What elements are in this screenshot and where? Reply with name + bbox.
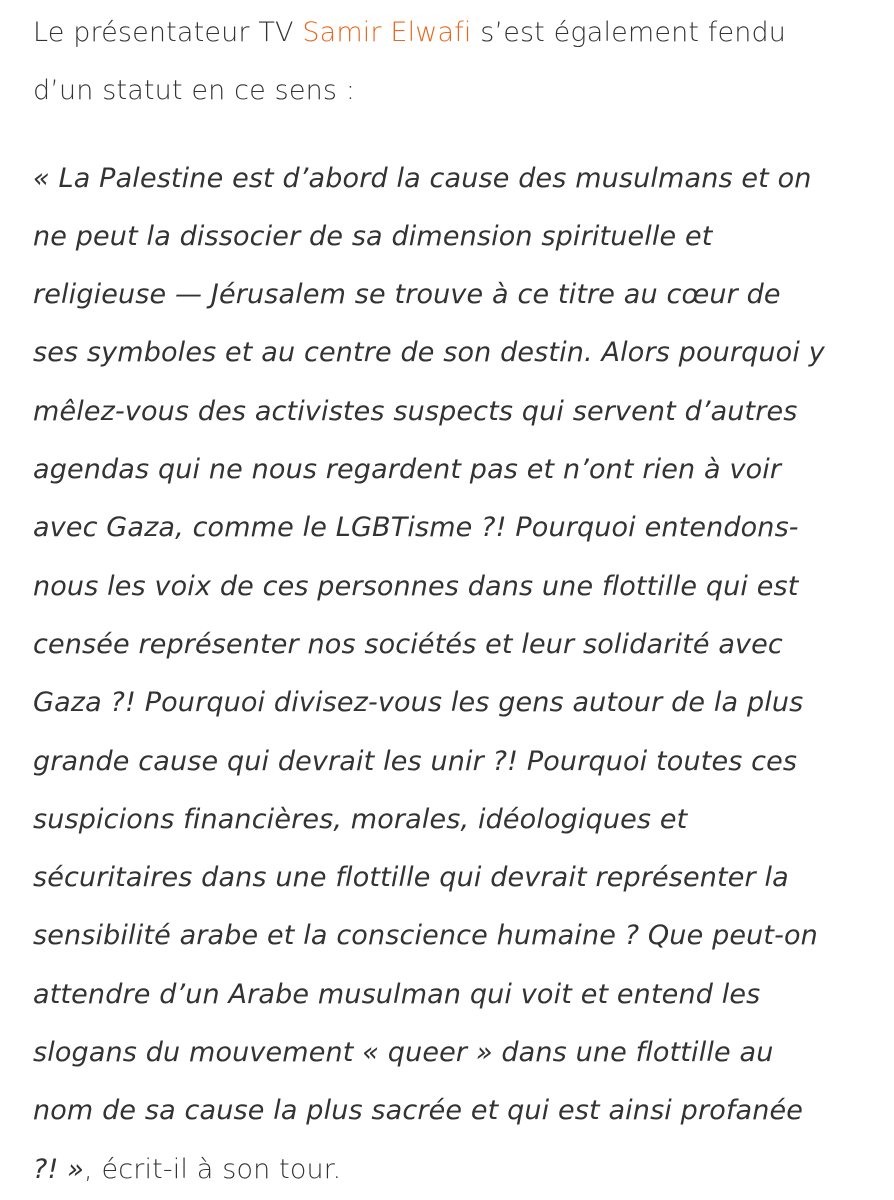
quote-line: nom de sa cause la plus sacrée et qui est ainsi profanée xyxy=(33,1095,804,1127)
samir-elwafi-link[interactable]: Samir Elwafi xyxy=(302,17,472,48)
quote-line: censée représenter nos sociétés et leur solidarité avec xyxy=(33,628,783,660)
attribution-text: , écrit-il à son tour. xyxy=(84,1153,342,1185)
intro-text-after: s’est également fendu xyxy=(471,17,787,48)
quote-line: nous les voix de ces personnes dans une flottille qui est xyxy=(33,570,799,602)
article-body xyxy=(33,4,873,1199)
intro-line-1 xyxy=(33,4,873,62)
quote-line: suspicions financières, morales, idéologiques et xyxy=(33,803,688,835)
intro-line-2: d’un statut en ce sens : xyxy=(33,75,356,107)
quote-line: ne peut la dissocier de sa dimension spirituelle et xyxy=(33,220,713,252)
quote-line: Gaza ?! Pourquoi divisez-vous les gens autour de la plus xyxy=(33,687,804,719)
quote-line: grande cause qui devrait les unir ?! Pourquoi toutes ces xyxy=(33,745,798,777)
quote-closing-line xyxy=(33,1141,873,1199)
quote-line: sensibilité arabe et la conscience humaine ? Que peut-on xyxy=(33,920,818,952)
intro-text-before: Le présentateur TV xyxy=(33,17,303,48)
quote-line: attendre d’un Arabe musulman qui voit et entend les xyxy=(33,978,761,1010)
intro-paragraph xyxy=(33,4,873,121)
quote-line: religieuse — Jérusalem se trouve à ce titre au cœur de xyxy=(33,279,781,311)
quote-line: sécuritaires dans une flottille qui devrait représenter la xyxy=(33,862,789,894)
quote-closing-mark: ?! » xyxy=(33,1153,85,1185)
quote-line: slogans du mouvement « queer » dans une flottille au xyxy=(33,1037,774,1069)
quote-line: ses symboles et au centre de son destin. Alors pourquoi y xyxy=(33,337,825,369)
quote-line: avec Gaza, comme le LGBTisme ?! Pourquoi entendons- xyxy=(33,512,799,544)
quote-line: agendas qui ne nous regardent pas et n’ont rien à voir xyxy=(33,454,782,486)
quote-paragraph xyxy=(33,121,873,1199)
quote-line: mêlez-vous des activistes suspects qui servent d’autres xyxy=(33,395,798,427)
quote-line: « La Palestine est d’abord la cause des musulmans et on xyxy=(33,162,812,194)
